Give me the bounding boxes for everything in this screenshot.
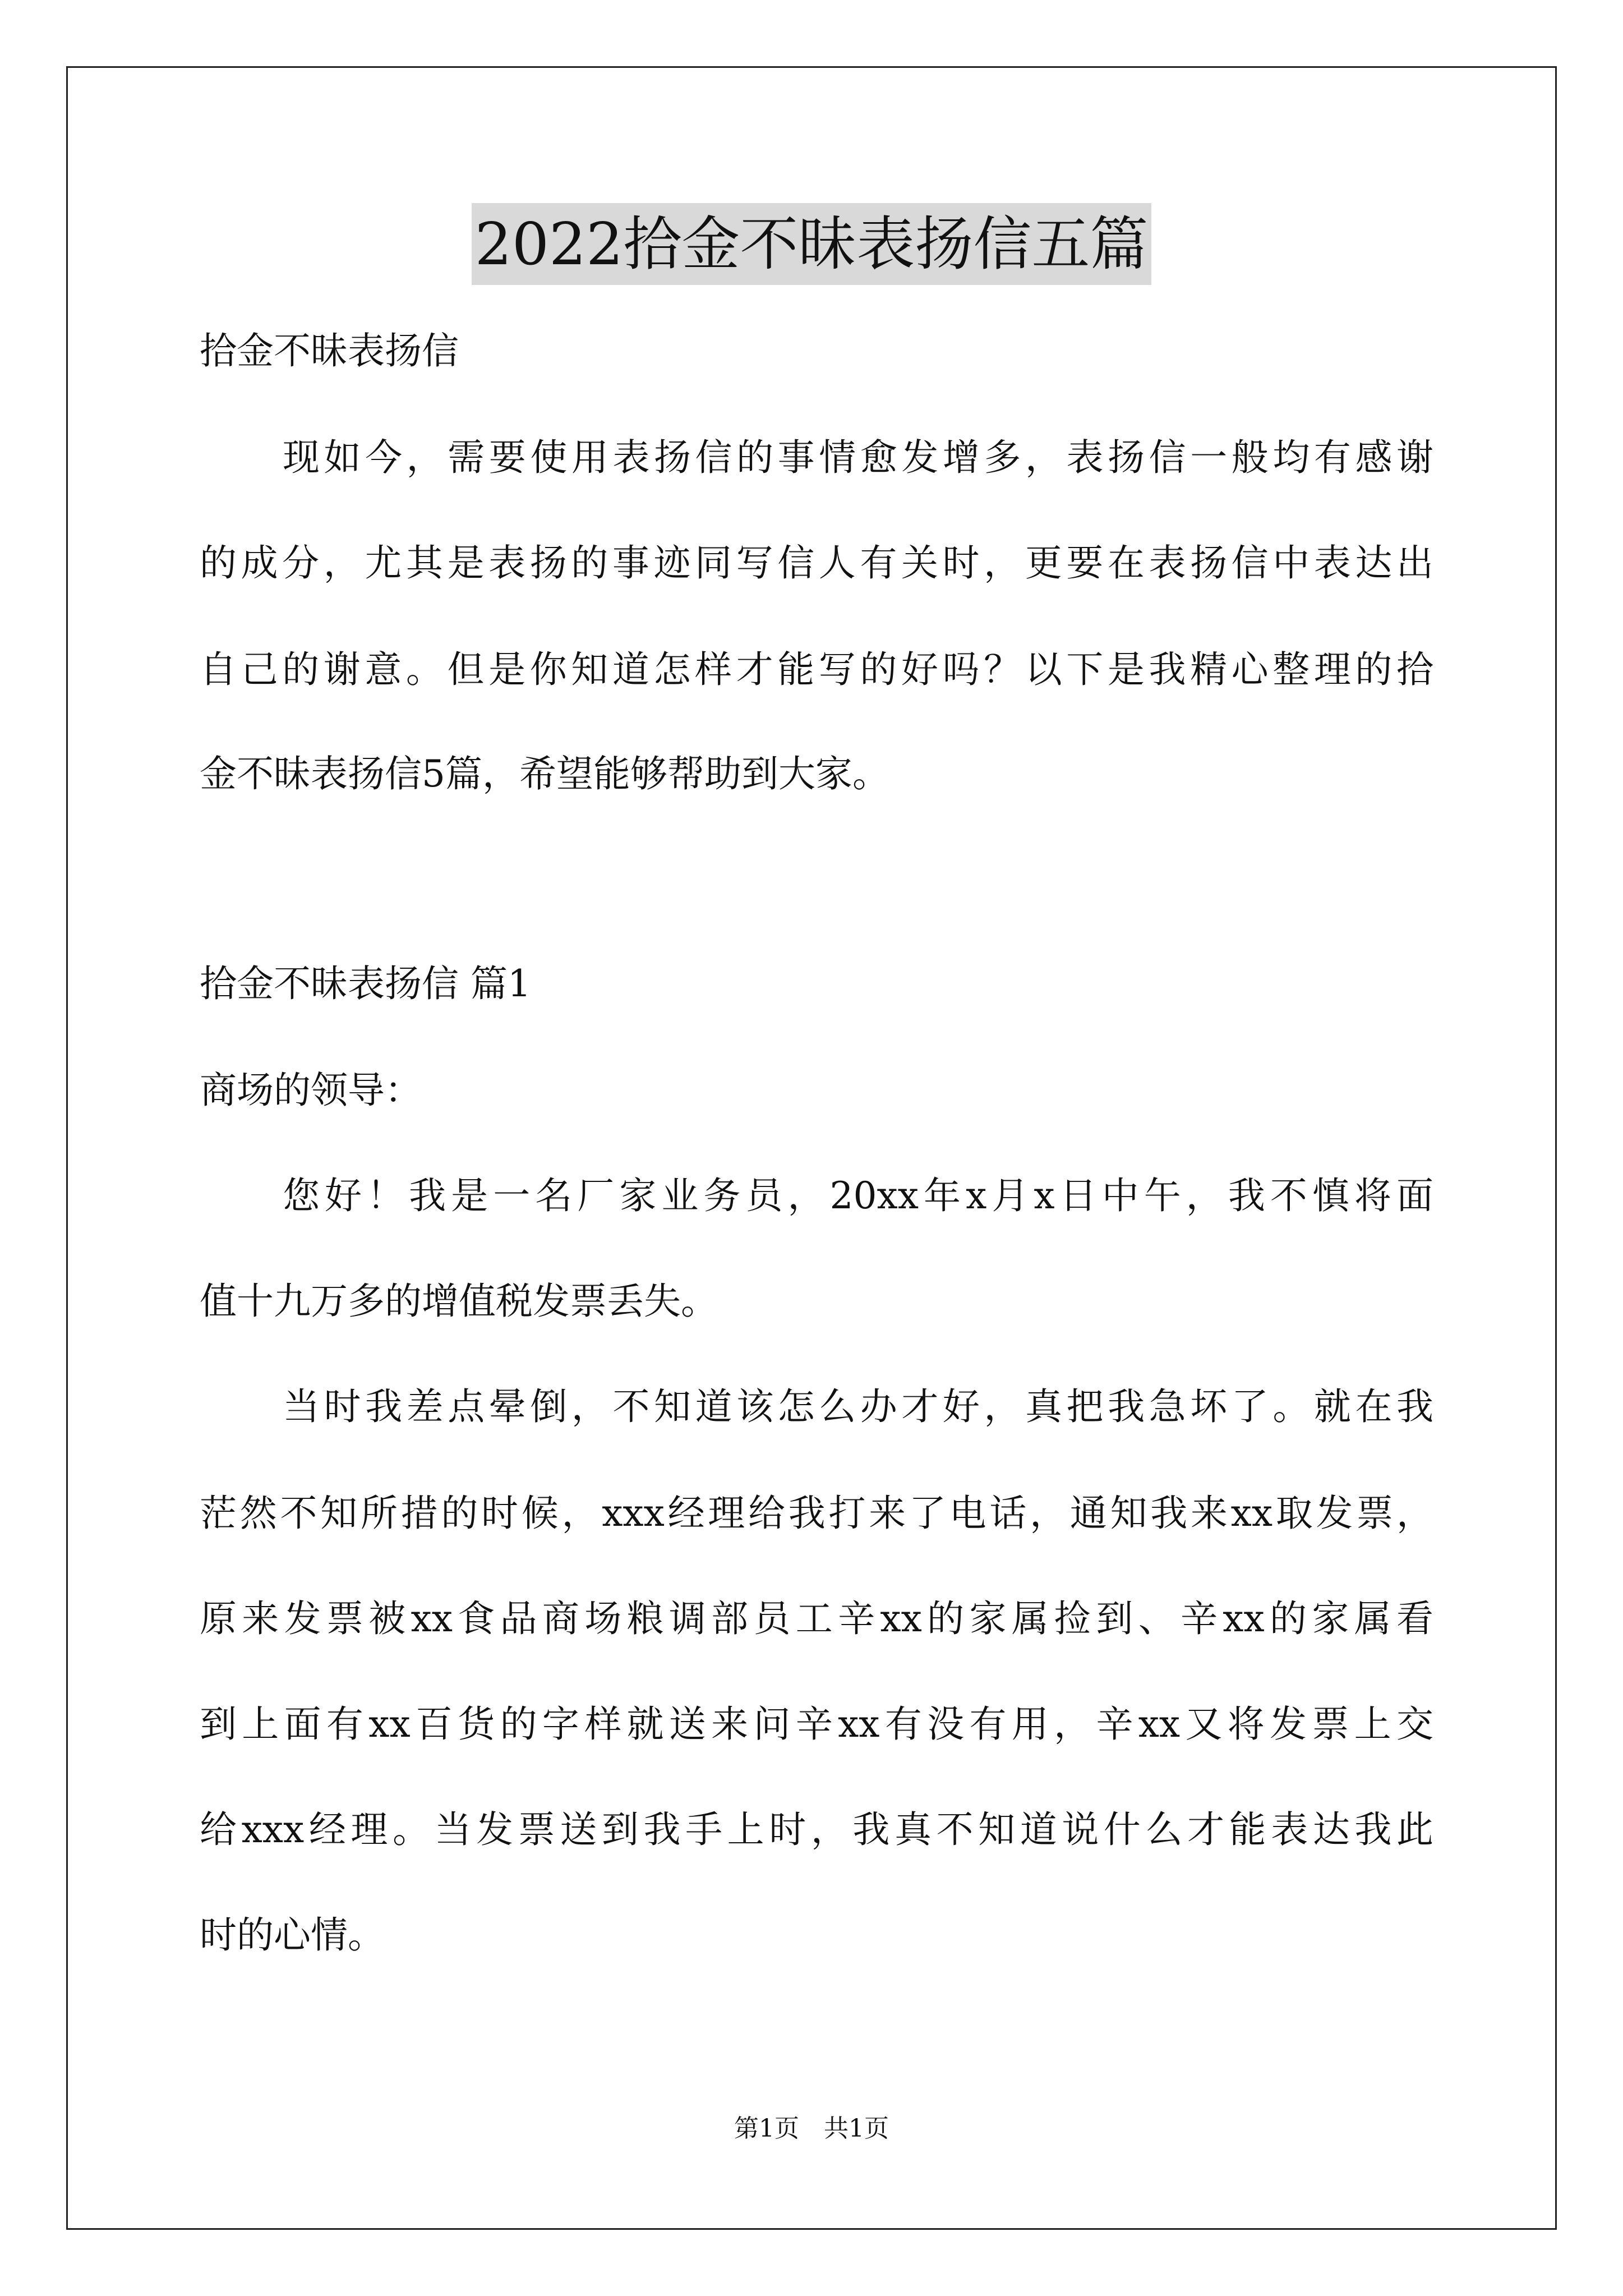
paragraph-line: 茫然不知所措的时候，xxx经理给我打来了电话，通知我来xx取发票， — [200, 1492, 1433, 1535]
title-container — [0, 203, 1623, 285]
paragraph-line: 原来发票被xx食品商场粮调部员工辛xx的家属捡到、辛xx的家属看 — [200, 1597, 1433, 1640]
paragraph-line: 金不昧表扬信5篇，希望能够帮助到大家。 — [200, 752, 889, 795]
paragraph-line: 您好！我是一名厂家业务员，20xx年x月x日中午，我不慎将面 — [283, 1174, 1433, 1217]
paragraph-line: 自己的谢意。但是你知道怎样才能写的好吗？以下是我精心整理的拾 — [200, 648, 1433, 691]
paragraph-line: 现如今，需要使用表扬信的事情愈发增多，表扬信一般均有感谢 — [283, 436, 1433, 479]
paragraph-line: 到上面有xx百货的字样就送来问辛xx有没有用，辛xx又将发票上交 — [200, 1703, 1433, 1746]
paragraph-line: 的成分，尤其是表扬的事迹同写信人有关时，更要在表扬信中表达出 — [200, 541, 1433, 585]
section-heading: 拾金不昧表扬信 — [200, 329, 459, 372]
paragraph-line: 当时我差点晕倒，不知道该怎么办才好，真把我急坏了。就在我 — [283, 1385, 1433, 1428]
paragraph-line: 时的心情。 — [200, 1913, 385, 1957]
salutation: 商场的领导： — [200, 1069, 422, 1112]
document-title: 2022拾金不昧表扬信五篇 — [472, 203, 1152, 285]
paragraph-line: 给xxx经理。当发票送到我手上时，我真不知道说什么才能表达我此 — [200, 1808, 1433, 1851]
page-footer: 第1页 共1页 — [734, 2114, 889, 2143]
section-heading: 拾金不昧表扬信 篇1 — [200, 962, 531, 1005]
paragraph-line: 值十九万多的增值税发票丢失。 — [200, 1280, 718, 1323]
